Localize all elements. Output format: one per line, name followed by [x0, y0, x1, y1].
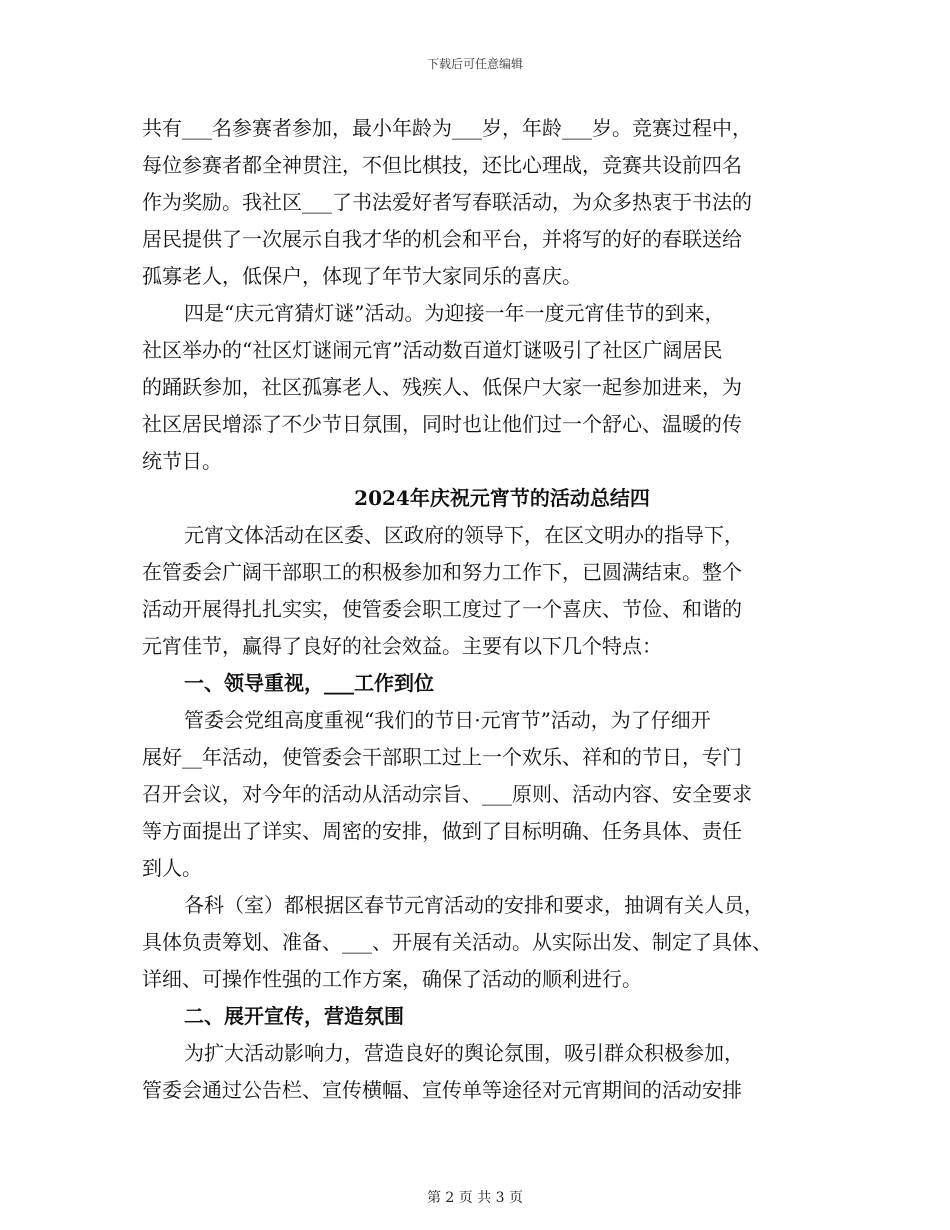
text-line: 为扩大活动影响力，营造良好的舆论氛围，吸引群众积极参加，: [184, 1041, 744, 1065]
text-line: 每位参赛者都全神贯注，不但比棋技，还比心理战，竞赛共设前四名: [142, 153, 742, 177]
section-title: 2024年庆祝元宵节的活动总结四: [354, 486, 650, 510]
text-line: 社区举办的“社区灯谜闹元宵”活动数百道灯谜吸引了社区广阔居民: [142, 338, 723, 362]
text-line: 四是“庆元宵猜灯谜”活动。为迎接一年一度元宵佳节的到来，: [184, 301, 725, 325]
text-line: 元宵文体活动在区委、区政府的领导下，在区文明办的指导下，: [184, 523, 744, 547]
text-line: 展好__年活动，使管委会干部职工过上一个欢乐、祥和的节日，专门: [142, 745, 742, 769]
text-line: 居民提供了一次展示自我才华的机会和平台，并将写的好的春联送给: [142, 227, 742, 251]
page-header: 下载后可任意编辑: [426, 57, 523, 71]
text-line: 社区居民增添了不少节日氛围，同时也让他们过一个舒心、温暖的传: [142, 412, 742, 436]
text-line: 作为奖励。我社区___了书法爱好者写春联活动，为众多热衷于书法的: [142, 190, 752, 214]
document-body: [142, 110, 822, 1109]
text-line: 管委会通过公告栏、宣传横幅、宣传单等途径对元宵期间的活动安排: [142, 1078, 742, 1102]
text-line: 到人。: [142, 856, 202, 880]
text-line: 在管委会广阔干部职工的积极参加和努力工作下，已圆满结束。整个: [142, 560, 742, 584]
page-footer: 第 2 页 共 3 页: [426, 1190, 524, 1206]
text-line: 管委会党组高度重视“我们的节日·元宵节”活动，为了仔细开: [184, 708, 711, 732]
text-line: 活动开展得扎扎实实，使管委会职工度过了一个喜庆、节俭、和谐的: [142, 597, 742, 621]
text-line: 的踊跃参加，社区孤寡老人、残疾人、低保户大家一起参加进来，为: [142, 375, 742, 399]
text-line: 孤寡老人，低保户，体现了年节大家同乐的喜庆。: [142, 264, 582, 288]
text-line: 元宵佳节，赢得了良好的社会效益。主要有以下几个特点：: [142, 634, 662, 658]
section-heading: 二、展开宣传，营造氛围: [184, 1004, 404, 1028]
text-line: 召开会议，对今年的活动从活动宗旨、___原则、活动内容、安全要求: [142, 782, 752, 806]
text-line: 共有___名参赛者参加，最小年龄为___岁，年龄___岁。竞赛过程中，: [142, 116, 752, 140]
text-line: 等方面提出了详实、周密的安排，做到了目标明确、任务具体、责任: [142, 819, 742, 843]
text-line: 统节日。: [142, 449, 222, 473]
text-line: 各科（室）都根据区春节元宵活动的安排和要求，抽调有关人员，: [184, 893, 764, 917]
text-line: 详细、可操作性强的工作方案，确保了活动的顺利进行。: [142, 967, 642, 991]
section-heading: 一、领导重视，___工作到位: [184, 671, 434, 695]
text-line: 具体负责筹划、准备、___、开展有关活动。从实际出发、制定了具体、: [142, 930, 772, 954]
